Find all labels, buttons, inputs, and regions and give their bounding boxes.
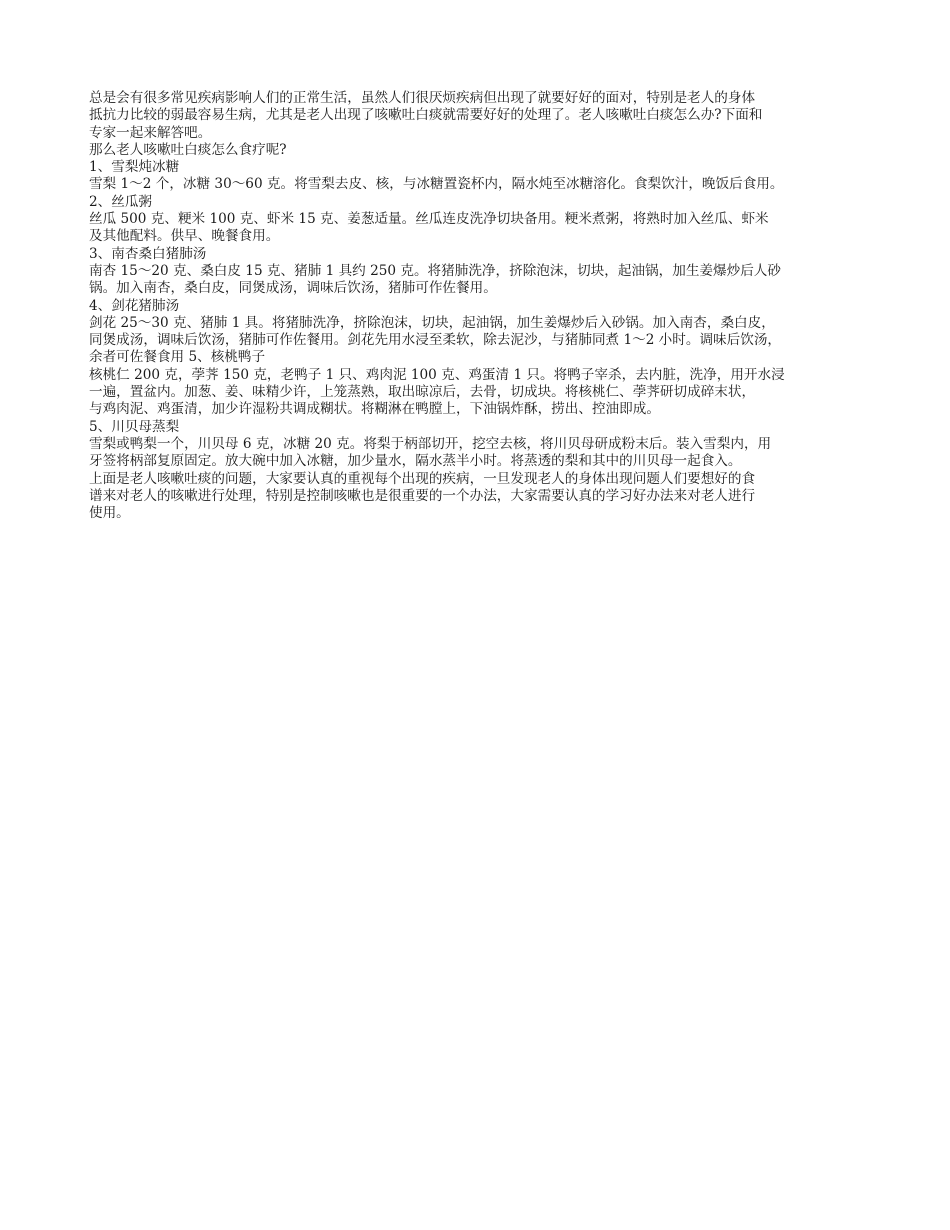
intro-question: 那么老人咳嗽吐白痰怎么食疗呢?: [89, 141, 287, 158]
conclusion-line: 使用。: [89, 505, 130, 522]
intro-line: 抵抗力比较的弱最容易生病，尤其是老人出现了咳嗽吐白痰就需要好好的处理了。老人咳嗽吐白痰怎么办?下面和: [89, 107, 763, 124]
recipe-heading: 1、雪梨炖冰糖: [89, 159, 180, 176]
recipe-text: 及其他配料。供早、晚餐食用。: [89, 228, 280, 245]
recipe-text: 剑花 25～30 克、猪肺 1 具。将猪肺洗净，挤除泡沫，切块，起油锅，加生姜爆炒后入砂锅。加入南杏，桑白皮，: [89, 314, 775, 331]
recipe-5: [89, 419, 869, 471]
conclusion-line: 上面是老人咳嗽吐痰的问题，大家要认真的重视每个出现的疾病，一旦发现老人的身体出现问题人们要想好的食: [89, 470, 756, 487]
recipe-text: 锅。加入南杏，桑白皮，同煲成汤，调味后饮汤，猪肺可作佐餐用。: [89, 280, 497, 297]
recipe-text: 与鸡肉泥、鸡蛋清，加少许湿粉共调成糊状。将糊淋在鸭膛上，下油锅炸酥，捞出、控油即成。: [89, 401, 660, 418]
recipe-heading: 4、剑花猪肺汤: [89, 297, 180, 314]
recipe-text: 雪梨 1～2 个，冰糖 30～60 克。将雪梨去皮、核，与冰糖置瓷杯内，隔水炖至冰糖溶化。食梨饮汁，晚饭后食用。: [89, 176, 784, 193]
document-body: [89, 90, 869, 522]
intro-line: 专家一起来解答吧。: [89, 124, 212, 141]
recipe-1: [89, 159, 869, 194]
recipe-heading: 2、丝瓜粥: [89, 193, 153, 210]
recipe-text: 南杏 15～20 克、桑白皮 15 克、猪肺 1 具约 250 克。将猪肺洗净，挤除泡沫，切块，起油锅，加生姜爆炒后人砂: [89, 262, 781, 279]
recipe-text: 同煲成汤，调味后饮汤，猪肺可作佐餐用。剑花先用水浸至柔软，除去泥沙，与猪肺同煮 1～2 小时。调味后饮汤，: [89, 332, 782, 349]
recipe-text: 核桃仁 200 克，荸荠 150 克，老鸭子 1 只、鸡肉泥 100 克、鸡蛋清 1 只。将鸭子宰杀，去内脏，洗净，用开水浸: [89, 366, 785, 383]
recipe-2: [89, 194, 869, 246]
recipe-text: 丝瓜 500 克、粳米 100 克、虾米 15 克、姜葱适量。丝瓜连皮洗净切块备用。粳米煮粥，将熟时加入丝瓜、虾米: [89, 211, 769, 228]
recipe-heading: 3、南杏桑白猪肺汤: [89, 245, 207, 262]
recipe-4: [89, 298, 869, 419]
recipe-3: [89, 246, 869, 298]
recipe-text: 牙签将柄部复原固定。放大碗中加入冰糖，加少量水，隔水蒸半小时。将蒸透的梨和其中的川贝母一起食入。: [89, 453, 742, 470]
recipe-heading: 5、川贝母蒸梨: [89, 418, 180, 435]
intro-section: [89, 90, 869, 159]
recipe-text: 雪梨或鸭梨一个，川贝母 6 克，冰糖 20 克。将梨于柄部切开，挖空去核，将川贝母研成粉末后。装入雪梨内，用: [89, 435, 772, 452]
recipe-text: 余者可佐餐食用 5、核桃鸭子: [89, 349, 266, 366]
intro-line: 总是会有很多常见疾病影响人们的正常生活，虽然人们很厌烦疾病但出现了就要好好的面对，特别是老人的身体: [89, 90, 756, 106]
conclusion-line: 谱来对老人的咳嗽进行处理，特别是控制咳嗽也是很重要的一个办法，大家需要认真的学习好办法来对老人进行: [89, 487, 756, 504]
recipe-text: 一遍，置盆内。加葱、姜、味精少许，上笼蒸熟，取出晾凉后，去骨，切成块。将核桃仁、荸荠研切成碎末状，: [89, 384, 756, 401]
conclusion-section: [89, 471, 869, 523]
